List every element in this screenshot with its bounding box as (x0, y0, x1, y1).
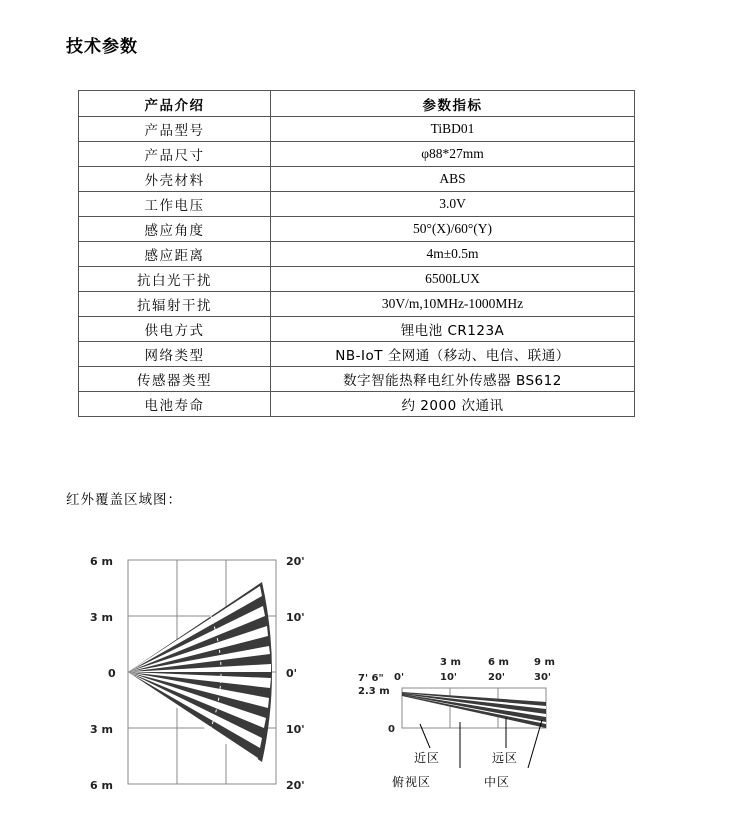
front-left-label-4: 6 m (90, 779, 113, 792)
table-header-row (79, 91, 635, 117)
front-right-label-4: 20' (286, 779, 305, 792)
spec-label: 抗辐射干扰 (79, 292, 271, 317)
spec-value: 50°(X)/60°(Y) (271, 217, 635, 242)
spec-label: 产品型号 (79, 117, 271, 142)
spec-label: 外壳材料 (79, 167, 271, 192)
spec-value: φ88*27mm (271, 142, 635, 167)
spec-label: 感应角度 (79, 217, 271, 242)
spec-value: 锂电池 CR123A (271, 317, 635, 342)
column-header-product: 产品介绍 (79, 91, 271, 117)
table-row (79, 167, 635, 192)
side-beam-fan (402, 692, 546, 728)
side-left-label-0: 7' 6" (358, 673, 384, 684)
side-top-ft-1: 20' (488, 672, 505, 683)
table-row (79, 217, 635, 242)
side-left-label-1: 2.3 m (358, 686, 390, 697)
front-coverage-diagram (86, 552, 318, 797)
table-row (79, 342, 635, 367)
side-top-label-0: 0' (394, 672, 405, 683)
spec-label: 传感器类型 (79, 367, 271, 392)
table-row (79, 317, 635, 342)
table-row (79, 192, 635, 217)
front-left-label-3: 3 m (90, 723, 113, 736)
spec-value: 约 2000 次通讯 (271, 392, 635, 417)
spec-value: TiBD01 (271, 117, 635, 142)
table-row (79, 117, 635, 142)
spec-value: ABS (271, 167, 635, 192)
coverage-caption: 红外覆盖区域图： (66, 492, 182, 508)
spec-label: 产品尺寸 (79, 142, 271, 167)
front-right-label-2: 0' (286, 667, 298, 680)
side-top-ft-2: 30' (534, 672, 551, 683)
spec-table (78, 90, 635, 417)
front-left-label-2: 0 (108, 667, 116, 680)
front-right-label-1: 10' (286, 611, 305, 624)
zone-label-far: 远区 (492, 751, 519, 765)
table-row (79, 242, 635, 267)
spec-value: 30V/m,10MHz-1000MHz (271, 292, 635, 317)
side-top-label-2: 6 m (488, 657, 509, 668)
front-right-label-0: 20' (286, 555, 305, 568)
spec-label: 抗白光干扰 (79, 267, 271, 292)
front-right-label-3: 10' (286, 723, 305, 736)
page-title: 技术参数 (66, 37, 138, 57)
spec-label: 供电方式 (79, 317, 271, 342)
spec-value: 3.0V (271, 192, 635, 217)
column-header-spec: 参数指标 (271, 91, 635, 117)
side-top-label-3: 9 m (534, 657, 555, 668)
spec-label: 电池寿命 (79, 392, 271, 417)
zone-label-mid: 中区 (484, 775, 511, 789)
zone-label-near: 近区 (414, 751, 441, 765)
front-left-label-0: 6 m (90, 555, 113, 568)
side-top-ft-0: 10' (440, 672, 457, 683)
spec-value: 4m±0.5m (271, 242, 635, 267)
spec-label: 网络类型 (79, 342, 271, 367)
front-beam-fan (128, 582, 272, 766)
zone-label-down: 俯视区 (392, 775, 432, 789)
spec-value: 6500LUX (271, 267, 635, 292)
side-top-label-1: 3 m (440, 657, 461, 668)
front-left-label-1: 3 m (90, 611, 113, 624)
spec-label: 感应距离 (79, 242, 271, 267)
table-row (79, 392, 635, 417)
table-row (79, 292, 635, 317)
spec-value: NB-IoT 全网通（移动、电信、联通） (271, 342, 635, 367)
side-left-label-2: 0 (388, 724, 395, 735)
table-row (79, 142, 635, 167)
side-coverage-diagram (356, 640, 656, 805)
spec-value: 数字智能热释电红外传感器 BS612 (271, 367, 635, 392)
spec-label: 工作电压 (79, 192, 271, 217)
table-row (79, 367, 635, 392)
table-row (79, 267, 635, 292)
